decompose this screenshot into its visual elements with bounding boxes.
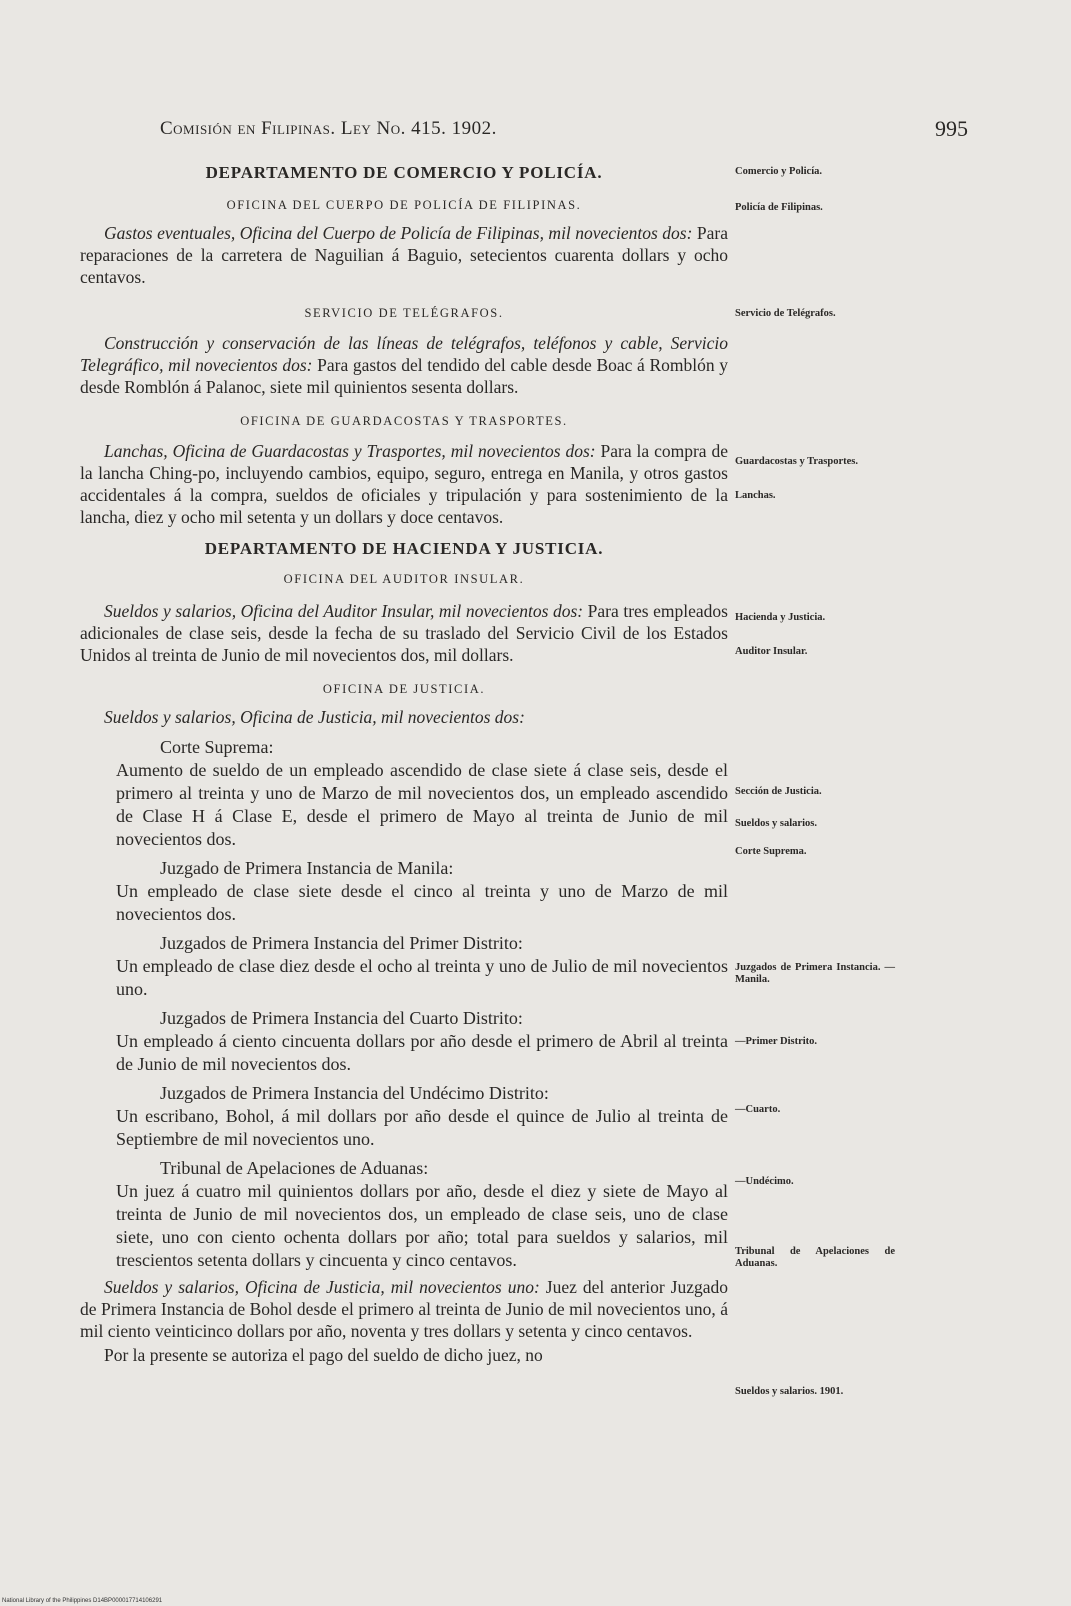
paragraph	[80, 332, 728, 398]
margin-note: Sueldos y salarios. 1901.	[735, 1386, 844, 1397]
paragraph	[80, 222, 728, 288]
paragraph-text: Juez del anterior Juzgado de Primera Instancia de Bohol desde el primero al treinta de Junio de mil novecientos uno, á mil ciento veinticinco dollars por año, noventa y tres dollars y setenta y cinco centavos.	[80, 1277, 728, 1341]
paragraph-lead: Gastos eventuales, Oficina del Cuerpo de Policía de Filipinas, mil novecientos dos:	[104, 223, 693, 243]
margin-note: Tribunal de Apelaciones de Aduanas.	[735, 1246, 895, 1269]
page-number: 995	[935, 116, 968, 141]
margin-note: —Primer Distrito.	[735, 1036, 818, 1047]
court-body: Aumento de sueldo de un empleado ascendido de clase siete á clase seis, desde el primero al treinta y uno de Marzo de mil novecientos dos, un empleado ascendido de Clase H á Clase E, desde el primero de Mayo al treinta de Junio de mil novecientos dos.	[116, 760, 728, 849]
main-text	[80, 162, 728, 1366]
paragraph	[80, 1344, 728, 1366]
running-head: Comisión en Filipinas. Ley No. 415. 1902.	[160, 118, 497, 139]
margin-note: Sección de Justicia.	[735, 786, 822, 797]
footer-scan-id: National Library of the Philippines D14BP000017714106291	[2, 1598, 163, 1604]
paragraph	[80, 1276, 728, 1342]
office-title: OFICINA DE JUSTICIA.	[322, 682, 486, 696]
paragraph-text: Para tres empleados adicionales de clase seis, desde la fecha de su traslado del Servicio Civil de los Estados Unidos al treinta de Junio de mil novecientos dos, mil dollars.	[80, 601, 728, 665]
court-heading: Corte Suprema:	[160, 737, 274, 757]
margin-note: Policía de Filipinas.	[735, 202, 823, 213]
margin-note: Juzgados de Primera Instancia. —Manila.	[735, 962, 895, 985]
office-title: SERVICIO DE TELÉGRAFOS.	[304, 306, 504, 320]
paragraph-lead: Sueldos y salarios, Oficina de Justicia, mil novecientos dos:	[104, 707, 525, 727]
paragraph-lead: Construcción y conservación de las líneas de telégrafos, teléfonos y cable, Servicio Telegráfico, mil novecientos dos:	[80, 333, 728, 375]
court-heading: Juzgados de Primera Instancia del Cuarto Distrito:	[160, 1008, 523, 1028]
margin-note: Hacienda y Justicia.	[735, 612, 826, 623]
margin-note: Sueldos y salarios.	[735, 818, 817, 829]
court-body: Un empleado á ciento cincuenta dollars por año desde el primero de Abril al treinta de Junio de mil novecientos dos.	[116, 1031, 728, 1074]
dept-title: DEPARTAMENTO DE COMERCIO Y POLICÍA.	[205, 163, 603, 182]
margin-note: Servicio de Telégrafos.	[735, 308, 836, 319]
court-body: Un empleado de clase diez desde el ocho al treinta y uno de Julio de mil novecientos uno.	[116, 956, 728, 999]
court-heading: Juzgados de Primera Instancia del Undécimo Distrito:	[160, 1083, 549, 1103]
paragraph-lead: Lanchas, Oficina de Guardacostas y Trasportes, mil novecientos dos:	[104, 441, 596, 461]
paragraph-lead: Sueldos y salarios, Oficina del Auditor Insular, mil novecientos dos:	[104, 601, 584, 621]
court-body: Un escribano, Bohol, á mil dollars por año desde el quince de Julio al treinta de Septiembre de mil novecientos uno.	[116, 1106, 728, 1149]
paragraph	[80, 440, 728, 528]
paragraph	[80, 706, 728, 728]
margin-note: Comercio y Policía.	[735, 166, 822, 177]
paragraph-text: Para la compra de la lancha Ching-po, incluyendo cambios, equipo, seguro, entrega en Manila, y otros gastos accidentales á la compra, sueldos de oficiales y tripulación y para sostenimiento de la lancha, diez y ocho mil setenta y un dollars y doce centavos.	[80, 441, 728, 527]
margin-note: —Undécimo.	[735, 1176, 794, 1187]
margin-note: Guardacostas y Trasportes.	[735, 456, 858, 467]
office-title: OFICINA DE GUARDACOSTAS Y TRASPORTES.	[240, 414, 568, 428]
court-heading: Tribunal de Apelaciones de Aduanas:	[160, 1158, 429, 1178]
margin-note: Auditor Insular.	[735, 646, 808, 657]
court-body: Un juez á cuatro mil quinientos dollars por año, desde el diez y siete de Mayo al treinta de Junio de mil novecientos dos, un empleado de clase seis, uno de clase siete, uno con ciento ochenta dollars por año; total para sueldos y salarios, mil trescientos setenta dollars y cincuenta y cinco centavos.	[116, 1181, 728, 1270]
margin-note: Corte Suprema.	[735, 846, 807, 857]
paragraph	[80, 600, 728, 666]
court-heading: Juzgado de Primera Instancia de Manila:	[160, 858, 454, 878]
paragraph-text: Para reparaciones de la carretera de Naguilian á Baguio, setecientos cuarenta dollars y ocho centavos.	[80, 223, 728, 287]
dept-title: DEPARTAMENTO DE HACIENDA Y JUSTICIA.	[204, 539, 604, 558]
paragraph-text: Para gastos del tendido del cable desde Boac á Romblón y desde Romblón á Palanoc, siete mil quinientos sesenta dollars.	[80, 355, 728, 397]
margin-note: —Cuarto.	[735, 1104, 781, 1115]
margin-note: Lanchas.	[735, 490, 776, 501]
paragraph-lead: Sueldos y salarios, Oficina de Justicia, mil novecientos uno:	[104, 1277, 540, 1297]
court-body: Un empleado de clase siete desde el cinco al treinta y uno de Marzo de mil novecientos dos.	[116, 881, 728, 924]
office-title: OFICINA DEL AUDITOR INSULAR.	[283, 572, 525, 586]
court-heading: Juzgados de Primera Instancia del Primer Distrito:	[160, 933, 523, 953]
paragraph-text: Por la presente se autoriza el pago del sueldo de dicho juez, no	[104, 1345, 543, 1365]
office-title: OFICINA DEL CUERPO DE POLICÍA DE FILIPINAS.	[226, 198, 582, 212]
